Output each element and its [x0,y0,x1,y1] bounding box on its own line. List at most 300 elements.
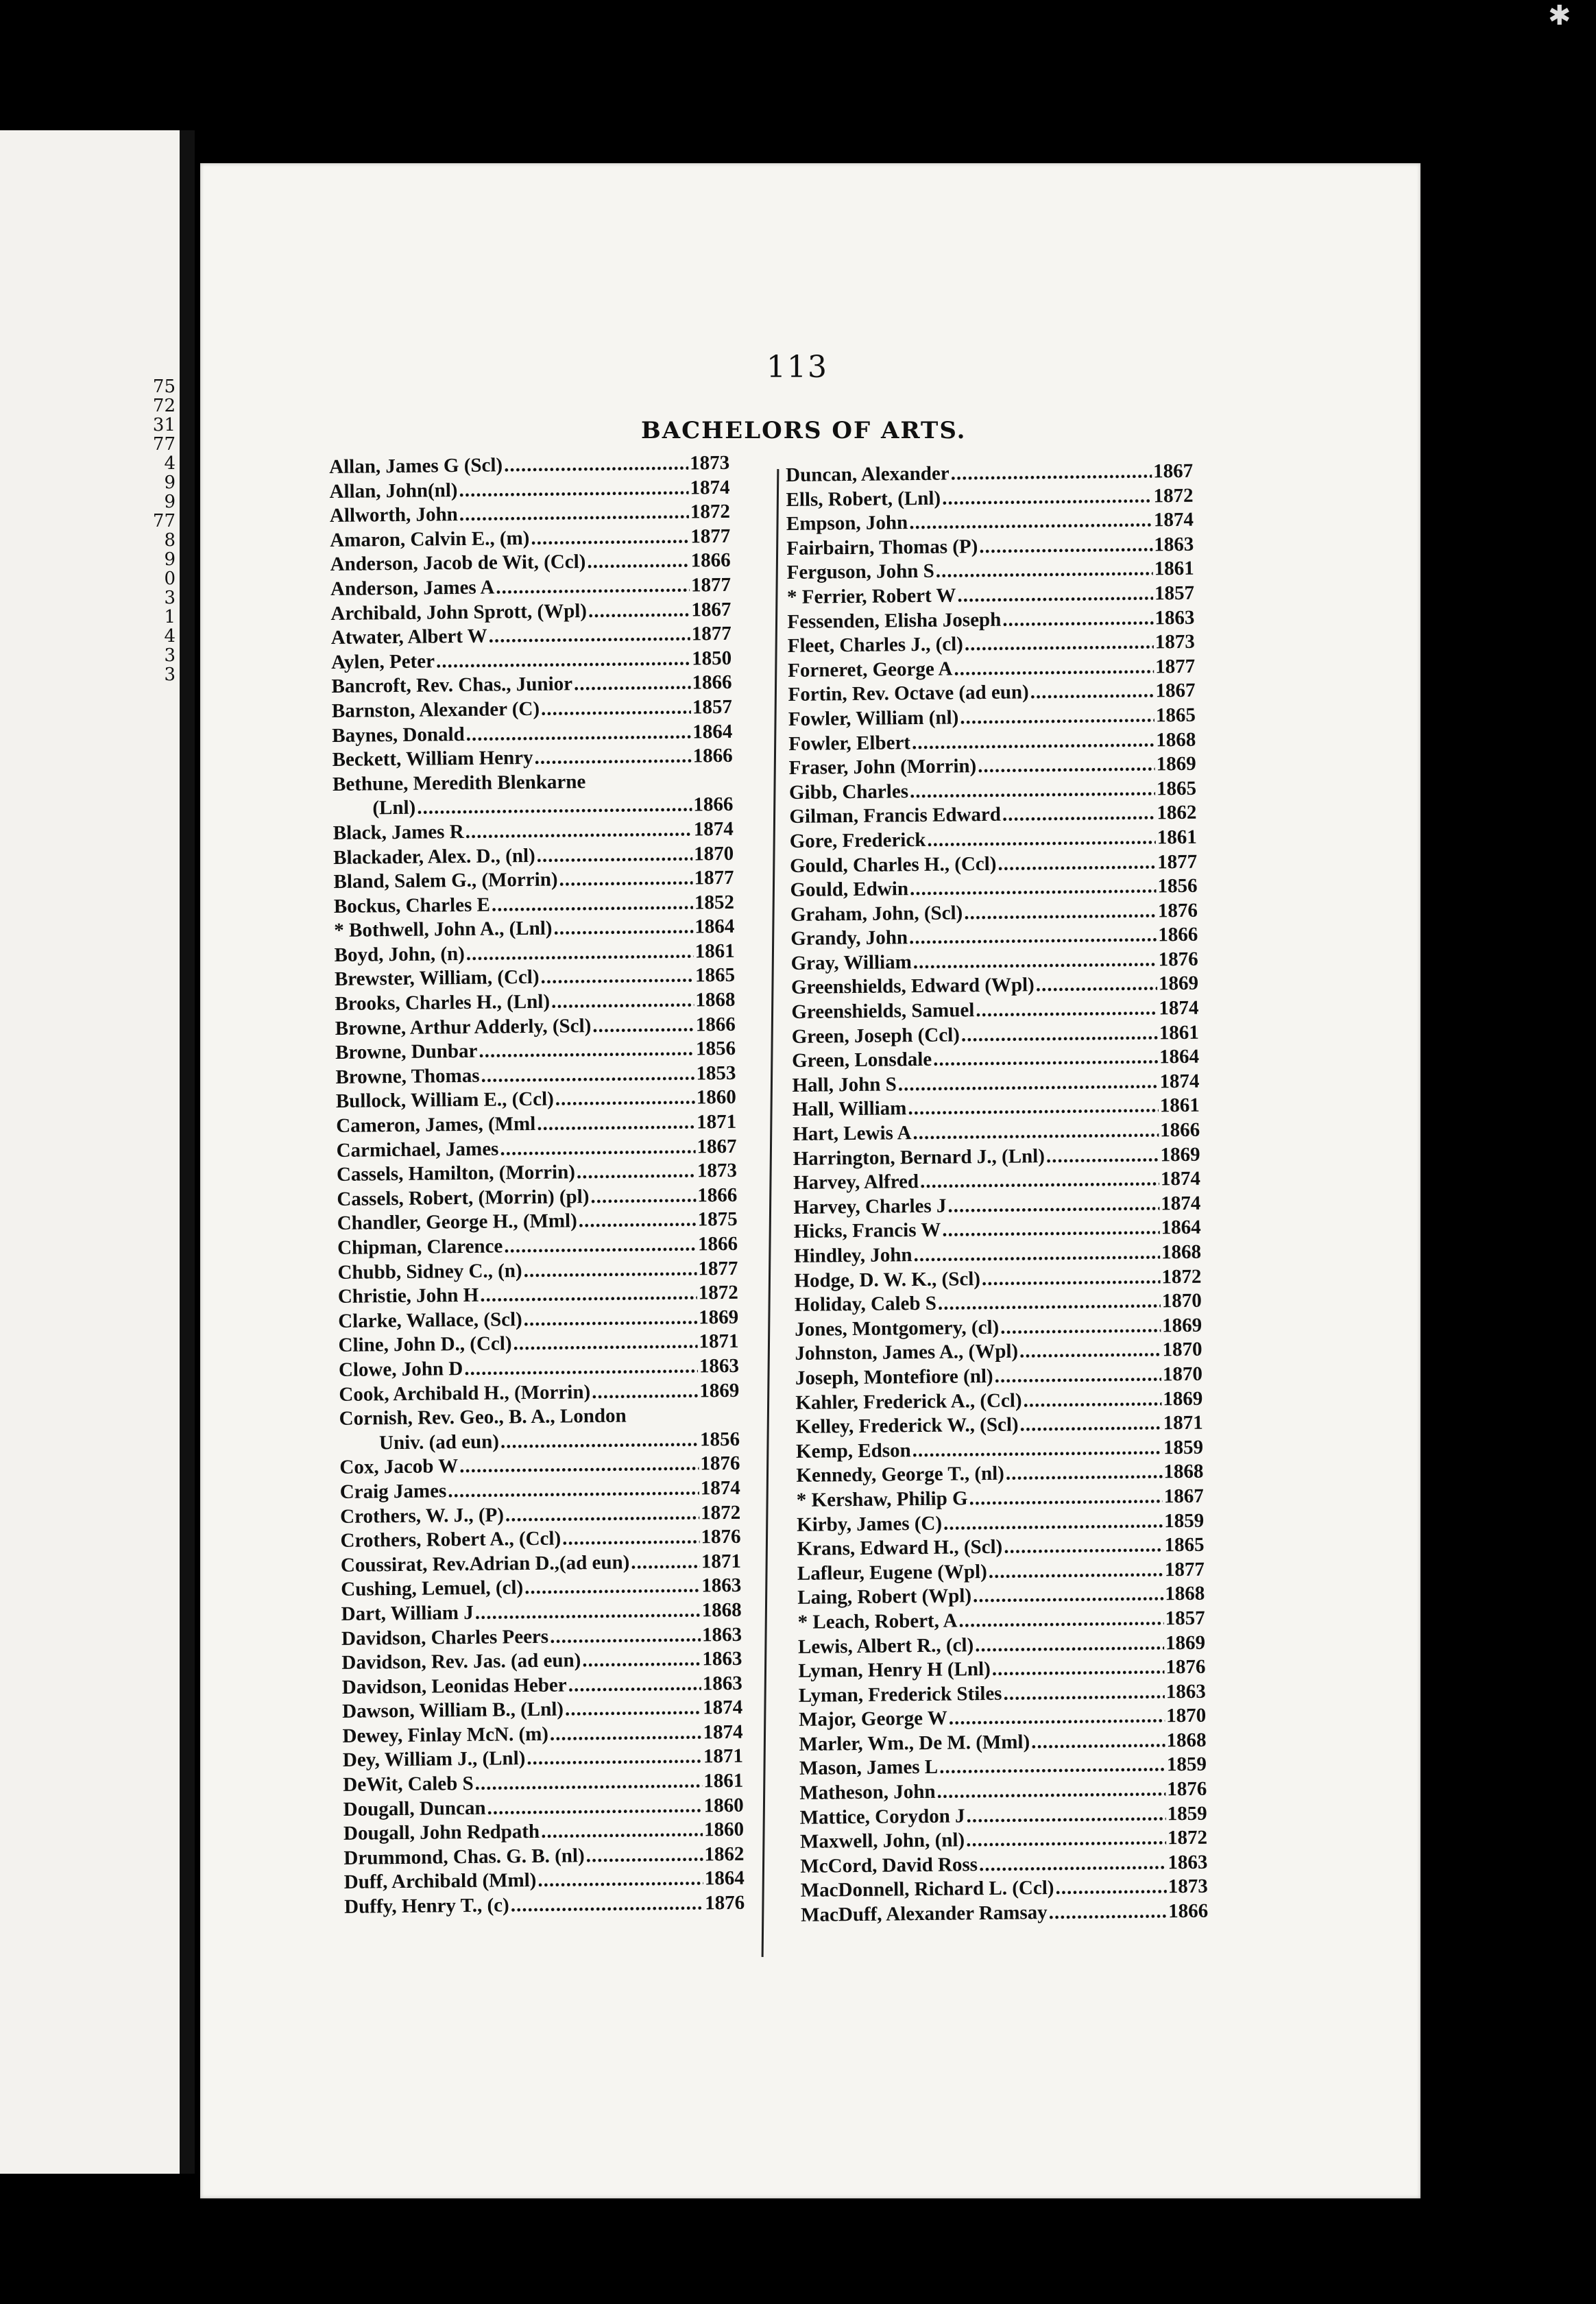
entry-year: 1875 [697,1208,738,1231]
entry-year: 1860 [703,1794,744,1817]
dot-leader [1003,1680,1165,1706]
entry-year: 1874 [690,476,730,499]
dot-leader [910,874,1157,901]
list-item [338,1330,738,1358]
dot-leader [537,1867,703,1893]
entry-year: 1870 [1162,1363,1203,1386]
margin-digit: 9 [164,549,176,570]
list-item [330,597,731,626]
dot-leader [1019,1339,1161,1365]
entry-year: 1866 [690,549,731,572]
entry-year: 1877 [1164,1558,1205,1581]
list-item [337,1184,737,1212]
entry-year: 1874 [703,1720,743,1744]
entry-name: Dey, William J., (Lnl) [342,1747,526,1772]
margin-digit: 77 [152,511,176,531]
entry-name: Lyman, Frederick Stiles [798,1682,1002,1707]
dot-leader [1000,1314,1161,1340]
entry-name: Hall, William [792,1097,907,1121]
entry-name: Duff, Archibald (Mml) [343,1869,537,1894]
dot-leader [947,1192,1159,1219]
margin-digit: 31 [152,415,176,435]
list-item [335,1061,736,1090]
margin-digit: 3 [164,588,176,608]
dot-leader [957,581,1153,608]
dot-leader [459,476,688,503]
list-item [342,1720,742,1749]
dot-leader [912,1436,1163,1463]
entry-year: 1863 [1154,533,1194,556]
entry-year: 1856 [699,1428,740,1451]
entry-year: 1864 [704,1867,745,1890]
entry-year: 1869 [699,1306,739,1329]
dot-leader [1048,1899,1167,1925]
list-item [332,744,732,773]
list-item [335,1037,736,1066]
entry-name: Duncan, Alexander [786,462,950,486]
entry-name: Allworth, John [329,503,459,527]
entry-name: McCord, David Ross [800,1853,978,1877]
list-item [335,988,735,1017]
dot-leader [479,1037,694,1064]
entry-year: 1866 [1158,924,1198,946]
dot-leader [927,826,1156,852]
entry-name: Fleet, Charles J., (cl) [787,633,964,658]
margin-digit: 9 [164,472,176,493]
entry-name: Jones, Montgomery, (cl) [795,1316,1000,1341]
list-item [333,817,734,846]
margin-digit: 75 [152,376,176,397]
entry-name: Green, Joseph (Ccl) [791,1024,960,1048]
entry-name: Black, James R [332,820,464,844]
dot-leader [504,452,688,478]
dot-leader [466,939,694,966]
dot-leader [950,459,1152,486]
entry-name: Joseph, Montefiore (nl) [795,1365,993,1389]
entry-name: Fowler, William (nl) [788,706,959,730]
entry-year: 1866 [695,1013,736,1036]
entry-year: 1868 [1166,1729,1207,1752]
dot-leader [550,1720,702,1747]
entry-year: 1874 [1153,508,1194,531]
dot-leader [579,1208,697,1234]
dot-leader [513,1330,697,1356]
entry-year: 1859 [1166,1753,1207,1776]
entry-name: * Kershaw, Philip G [796,1487,968,1511]
list-item [331,647,732,675]
list-item [336,1085,736,1114]
entries-column-left [329,451,745,1920]
entry-year: 1861 [703,1769,744,1792]
list-item [341,1574,741,1603]
dot-leader [592,1013,694,1038]
list-item [332,769,733,797]
dot-leader [913,948,1157,974]
margin-digit: 8 [164,530,176,551]
list-item [339,1428,740,1456]
dot-leader [537,1110,695,1136]
entry-name: Gibb, Charles [788,780,909,804]
entry-name: Greenshields, Samuel [791,999,975,1024]
dot-leader [913,1240,1160,1267]
dot-leader [417,793,692,821]
list-item [330,525,730,553]
dot-leader [466,720,691,747]
entry-year: 1866 [697,1184,738,1207]
entry-year: 1861 [1157,826,1197,849]
entry-year: 1867 [1155,680,1196,702]
entry-name: Johnston, James A., (Wpl) [795,1340,1019,1365]
dot-leader [496,573,690,600]
entry-year: 1869 [699,1379,740,1402]
entry-year: 1866 [1160,1118,1200,1142]
entry-name: Krans, Edward H., (Scl) [797,1535,1003,1561]
entry-name: Christie, John H [337,1284,479,1308]
dot-leader [504,1232,697,1259]
entry-name: Carmichael, James [336,1138,499,1162]
entry-name: Fraser, John (Morrin) [788,755,977,780]
page-heading: BACHELORS OF ARTS. [641,417,967,444]
dot-leader [1030,680,1154,705]
dot-leader [459,1452,699,1479]
dot-leader [942,484,1152,511]
list-item [340,1525,740,1554]
dot-leader [562,1526,700,1552]
entry-name: Chandler, George H., (Mml) [337,1210,577,1235]
dot-leader [631,1550,700,1575]
entry-name: Clowe, John D [338,1357,463,1381]
entry-year: 1872 [1153,484,1194,507]
entry-name: Bockus, Charles E [333,893,491,917]
entry-year: 1864 [692,720,733,743]
entry-name: Bethune, Meredith Blenkarne [332,770,586,795]
dot-leader [553,915,693,941]
entry-year: 1876 [700,1452,740,1475]
entry-year: 1876 [1165,1655,1206,1679]
dot-leader [489,623,690,649]
entry-name: Cox, Jacob W [339,1455,459,1479]
entry-name: Green, Lonsdale [791,1048,932,1072]
entry-name: Clarke, Wallace, (Scl) [338,1308,522,1332]
entry-name: Browne, Dunbar [335,1040,478,1064]
entry-name: Kirby, James (C) [797,1512,943,1536]
entry-year: 1862 [1157,802,1197,824]
entry-year: 1866 [693,793,734,816]
left-page-edge [0,130,195,2174]
entry-year: 1853 [696,1061,736,1085]
dot-leader [436,647,691,673]
list-item [339,1378,739,1407]
entry-name: Coussirat, Rev.Adrian D.,(ad eun) [340,1551,630,1576]
list-item [344,1891,745,1920]
margin-digit: 0 [164,568,176,589]
list-item [331,671,732,699]
margin-digit: 72 [152,396,176,416]
entry-name: Laing, Robert (Wpl) [797,1585,972,1609]
entry-name: Blackader, Alex. D., (nl) [332,844,535,869]
dot-leader [1004,1533,1163,1559]
entry-year: 1871 [697,1110,737,1133]
entry-name: Chipman, Clarence [337,1235,503,1259]
entry-name: Empson, John [786,512,908,536]
list-item [343,1793,744,1822]
list-item [336,1134,736,1163]
dot-leader [505,1501,700,1528]
entry-year: 1862 [704,1843,745,1866]
dot-leader [577,1160,696,1185]
entry-year: 1871 [1163,1411,1203,1435]
dot-leader [586,1843,703,1868]
entries-column-right [786,459,1208,1928]
entry-name: Cushing, Lemuel, (cl) [341,1576,524,1601]
dot-leader [487,1794,702,1821]
dot-leader [964,899,1157,926]
margin-digit: 4 [164,626,176,647]
list-item [334,891,734,920]
dot-leader [527,1745,702,1771]
entry-name: Dart, William J [341,1601,474,1625]
list-item [330,549,730,577]
entry-name: Matheson, John [799,1780,936,1804]
entry-year: 1870 [1162,1339,1202,1361]
dot-leader [966,1802,1166,1829]
dot-leader [966,1827,1166,1853]
entry-year: 1870 [1165,1704,1207,1727]
list-item [329,475,729,504]
entry-name: * Bothwell, John A., (Lnl) [334,917,553,942]
dot-leader [933,1046,1158,1072]
entry-name: Fairbairn, Thomas (P) [786,535,978,560]
entry-year: 1874 [693,817,734,841]
dot-leader [541,695,691,721]
entry-name: Dougall, Duncan [343,1797,486,1821]
page-number: 113 [766,350,828,385]
entry-year: 1869 [1160,1143,1200,1166]
dot-leader [592,1379,699,1404]
dot-leader [989,1558,1163,1584]
entry-year: 1860 [696,1086,737,1109]
entry-name: Chubb, Sidney C., (n) [337,1259,522,1284]
entry-name: Cassels, Hamilton, (Morrin) [336,1161,576,1186]
dot-leader [961,1021,1158,1048]
dot-leader [943,1509,1163,1536]
dot-leader [1031,1729,1165,1755]
entry-year: 1870 [1161,1289,1202,1312]
entry-year: 1876 [1158,948,1198,971]
entry-name: Duffy, Henry T., (c) [344,1894,509,1918]
margin-digit: 4 [164,453,176,474]
entry-year: 1863 [701,1574,742,1597]
entry-name: Kelley, Frederick W., (Scl) [795,1413,1019,1439]
dot-leader [511,1891,704,1918]
dot-leader [582,1648,701,1673]
entry-year: 1877 [1154,655,1196,678]
list-item [342,1696,742,1725]
dot-leader [540,964,694,990]
entry-name: Forneret, George A [787,658,953,682]
entry-name: Fowler, Elbert [788,731,911,755]
dot-leader [978,753,1155,779]
dot-leader [954,655,1154,682]
entry-name: Lyman, Henry H (Lnl) [798,1658,991,1682]
dot-leader [1046,1143,1159,1168]
list-item [801,1899,1208,1928]
list-item [339,1403,740,1432]
entry-name: Davidson, Rev. Jas. (ad eun) [341,1649,581,1674]
entry-name: Kahler, Frederick A., (Ccl) [795,1389,1022,1414]
dot-leader [464,1354,698,1381]
entry-year: 1861 [1159,1094,1200,1117]
dot-leader [481,1061,694,1088]
entry-year: 1874 [702,1696,743,1719]
dot-leader [976,996,1157,1022]
dot-leader [973,1583,1164,1609]
entry-name: Ells, Robert, (Lnl) [786,487,941,511]
entry-name: Fortin, Rev. Octave (ad eun) [788,681,1029,706]
dot-leader [920,1168,1159,1195]
entry-year: 1869 [1163,1387,1203,1410]
entry-year: 1865 [1164,1533,1205,1557]
entry-year: 1863 [1165,1680,1206,1703]
entry-year: 1865 [1155,704,1196,727]
list-item [340,1476,740,1505]
entry-name: * Ferrier, Robert W [786,584,956,608]
entry-name: DeWit, Caleb S [343,1772,474,1796]
entry-name: * Leach, Robert, A [797,1609,958,1633]
dot-leader [939,1753,1165,1780]
entry-name: Fessenden, Elisha Joseph [787,608,1002,633]
dot-leader [500,1135,696,1162]
entry-name: Gray, William [790,950,912,974]
entry-year: 1852 [694,891,735,914]
entry-name: Craig James [339,1480,447,1503]
dot-leader [524,1574,701,1600]
dot-leader [1002,606,1154,632]
entry-year: 1873 [697,1160,738,1182]
margin-digit: 77 [152,434,176,455]
dot-leader [1036,972,1158,998]
entry-year: 1874 [1161,1192,1201,1215]
dot-leader [588,598,690,623]
entry-name: Cameron, James, (Mml [336,1112,536,1137]
entry-name: (Lnl) [332,797,416,820]
entry-year: 1863 [701,1623,742,1646]
entry-name: MacDuff, Alexander Ramsay [801,1901,1048,1926]
dot-leader [960,704,1154,730]
entry-year: 1873 [689,451,730,475]
entry-year: 1863 [1168,1851,1208,1874]
entry-name: Boyd, John, (n) [334,942,465,966]
entry-year: 1865 [694,964,736,987]
entry-name: Hicks, Francis W [793,1219,941,1243]
list-item [343,1769,743,1798]
entry-name: Hodge, D. W. K., (Scl) [794,1267,981,1292]
list-item [344,1867,745,1895]
entry-year: 1872 [701,1501,741,1524]
entry-name: Hart, Lewis A [793,1122,912,1145]
corner-mark: ✱ [1548,0,1571,32]
entry-year: 1874 [1159,1070,1200,1093]
list-item [334,915,734,944]
entry-year: 1874 [700,1476,740,1500]
entry-year: 1868 [1161,1240,1202,1264]
entry-year: 1877 [690,525,731,548]
entry-year: 1856 [1157,874,1198,898]
dot-leader [475,1769,703,1796]
list-item [343,1843,744,1871]
entry-name: Anderson, James A [330,576,495,600]
entry-year: 1872 [1167,1826,1208,1849]
entry-name: Dawson, William B., (Lnl) [342,1698,564,1723]
entry-name: Cornish, Rev. Geo., B. A., London [339,1404,627,1430]
entry-name: Brewster, William, (Ccl) [334,966,540,991]
entry-year: 1863 [702,1647,742,1670]
list-item [336,1110,736,1139]
margin-digit: 1 [164,607,176,627]
entry-year: 1871 [703,1745,744,1768]
list-item [341,1550,741,1579]
list-item [337,1208,738,1236]
entry-name: Dewey, Finlay McN. (m) [342,1723,549,1747]
margin-digit: 3 [164,664,176,685]
entry-name: Gilman, Francis Edward [789,804,1002,828]
dot-leader [537,842,693,868]
entry-name: Gore, Frederick [789,828,926,852]
list-item [340,1500,740,1529]
entry-year: 1863 [702,1672,742,1695]
entry-year: 1859 [1167,1802,1207,1825]
entry-name: Bland, Salem G., (Morrin) [333,868,558,893]
list-item [333,866,734,895]
entry-year: 1869 [1158,972,1199,995]
entry-year: 1850 [691,647,732,670]
dot-leader [912,1118,1159,1145]
entry-year: 1860 [703,1819,745,1841]
entry-year: 1876 [701,1525,741,1548]
entry-year: 1867 [1163,1485,1204,1508]
list-item [342,1671,742,1700]
entry-name: Bancroft, Rev. Chas., Junior [331,673,573,698]
dot-leader [1019,1411,1161,1437]
entry-year: 1868 [695,988,736,1011]
entry-name: Harvey, Alfred [793,1171,919,1195]
entry-name: Harrington, Bernard J., (Lnl) [793,1144,1045,1170]
dot-leader [550,1623,701,1649]
entry-name: Gould, Charles H., (Ccl) [789,852,997,877]
dot-leader [531,525,689,551]
margin-digit: 3 [164,645,176,666]
entry-name: Davidson, Charles Peers [341,1625,549,1650]
list-item [330,573,731,602]
entry-name: Beckett, William Henry [332,747,533,771]
entry-year: 1868 [1156,728,1196,751]
entry-year: 1859 [1164,1509,1205,1532]
entry-year: 1868 [701,1598,742,1622]
entry-year: 1864 [1161,1216,1201,1239]
dot-leader [492,891,693,917]
entry-year: 1866 [692,671,732,694]
entry-year: 1865 [1156,777,1197,800]
entry-name: Maxwell, John, (nl) [799,1829,965,1853]
entry-year: 1868 [1165,1583,1205,1605]
entry-name: Kemp, Edson [795,1439,911,1463]
dot-leader [590,1184,696,1209]
dot-leader [965,631,1154,657]
list-item [338,1306,738,1334]
entry-name: Holiday, Caleb S [794,1292,937,1317]
dot-leader [958,1607,1164,1633]
dot-leader [466,817,692,844]
